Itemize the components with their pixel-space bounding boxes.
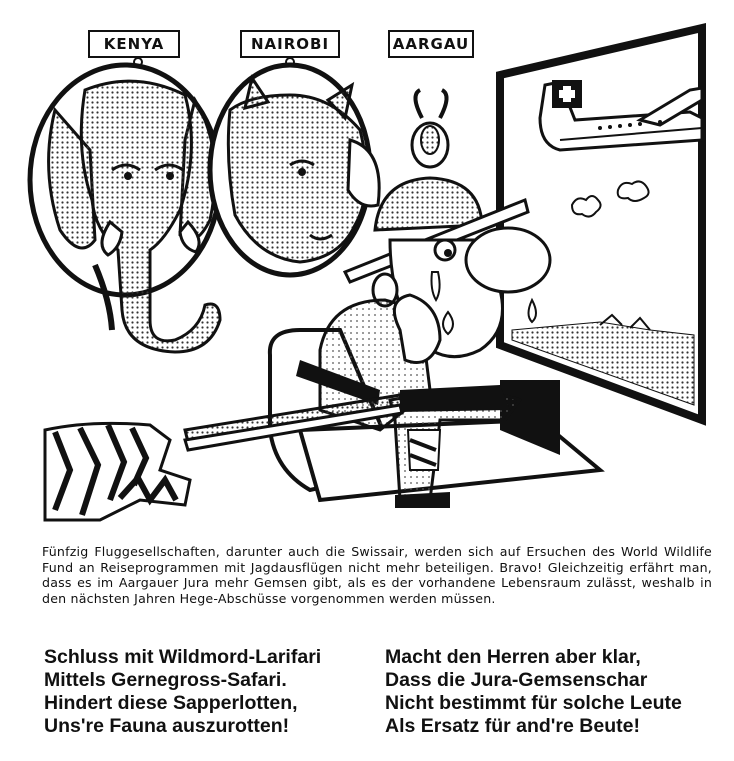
verse-right [385,646,682,738]
verse-line: Als Ersatz für and're Beute! [385,715,640,737]
verse-line: Uns're Fauna auszurotten! [44,715,290,737]
chamois-head-trophy [412,90,448,167]
verse-line: Mittels Gernegross-Safari. [44,669,287,691]
verse-left [44,646,321,738]
verse-line: Dass die Jura-Gemsenschar [385,669,648,691]
caption-text: Fünfzig Fluggesellschaften, darunter auch die Swissair, werden sich auf Ersuchen des World Wildlife Fund an Reiseprogrammen mit Jagdausflügen nicht mehr beteiligen. Bravo! Gleichzeitig erfährt man, dass es im Aargauer Jura mehr Gemsen gibt, als es der vorhandene Lebensraum zulässt, weshalb in den nächsten Jahren Hege-Abschüsse vorgenommen werden müssen. [42,544,712,606]
sign-kenya: KENYA [88,30,180,58]
verse-line: Hindert diese Sapperlotten, [44,692,298,714]
verse-line: Schluss mit Wildmord-Larifari [44,646,322,668]
verse-line: Macht den Herren aber klar, [385,646,641,668]
rhino-head-trophy [210,58,379,275]
window [500,28,702,420]
elephant-head-trophy [30,58,220,352]
sign-aargau: AARGAU [388,30,474,58]
tiger-skin-rug [45,423,190,520]
sign-nairobi: NAIROBI [240,30,340,58]
verse-line: Nicht bestimmt für solche Leute [385,692,682,714]
